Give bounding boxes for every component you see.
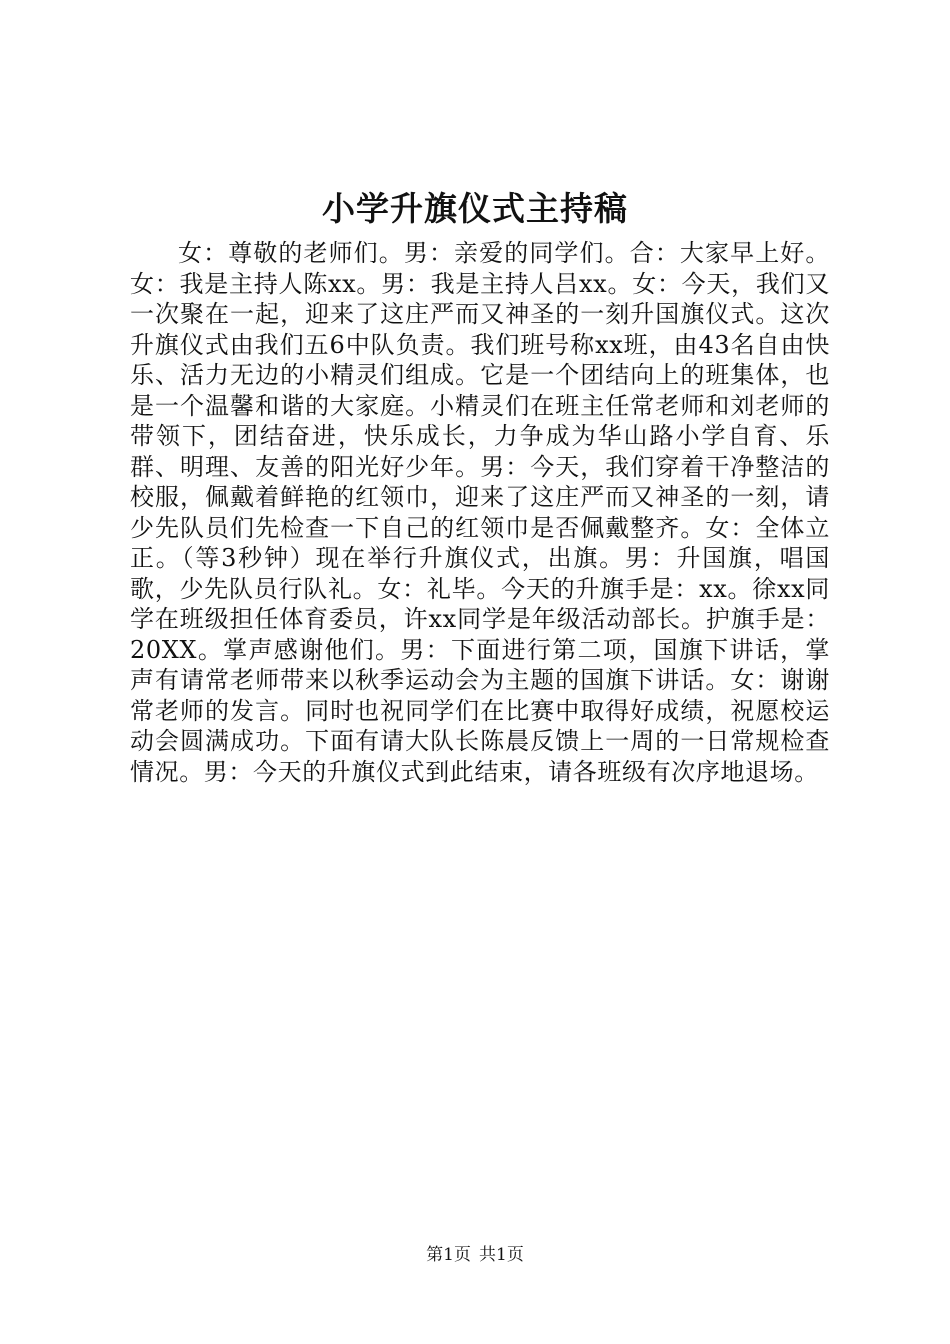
page-footer bbox=[0, 1243, 950, 1267]
page-number-current: 第1页 bbox=[426, 1245, 471, 1265]
page-number-total: 共1页 bbox=[479, 1245, 524, 1265]
document-body: 女：尊敬的老师们。男：亲爱的同学们。合：大家早上好。女：我是主持人陈xx。男：我是主持人吕xx。女：今天，我们又一次聚在一起，迎来了这庄严而又神圣的一刻升国旗仪式。这次升旗仪式由我们五6中队负责。我们班号称xx班，由43名自由快乐、活力无边的小精灵们组成。它是一个团结向上的班集体，也是一个温馨和谐的大家庭。小精灵们在班主任常老师和刘老师的带领下，团结奋进，快乐成长，力争成为华山路小学自育、乐群、明理、友善的阳光好少年。男：今天，我们穿着干净整洁的校服，佩戴着鲜艳的红领巾，迎来了这庄严而又神圣的一刻，请少先队员们先检查一下自己的红领巾是否佩戴整齐。女：全体立正。（等3秒钟）现在举行升旗仪式，出旗。男：升国旗，唱国歌，少先队员行队礼。女：礼毕。今天的升旗手是：xx。徐xx同学在班级担任体育委员，许xx同学是年级活动部长。护旗手是：20XX。掌声感谢他们。男：下面进行第二项，国旗下讲话，掌声有请常老师带来以秋季运动会为主题的国旗下讲话。女：谢谢常老师的发言。同时也祝同学们在比赛中取得好成绩，祝愿校运动会圆满成功。下面有请大队长陈晨反馈上一周的一日常规检查情况。男：今天的升旗仪式到此结束，请各班级有次序地退场。 bbox=[130, 239, 830, 786]
document-title: 小学升旗仪式主持稿 bbox=[322, 189, 628, 228]
